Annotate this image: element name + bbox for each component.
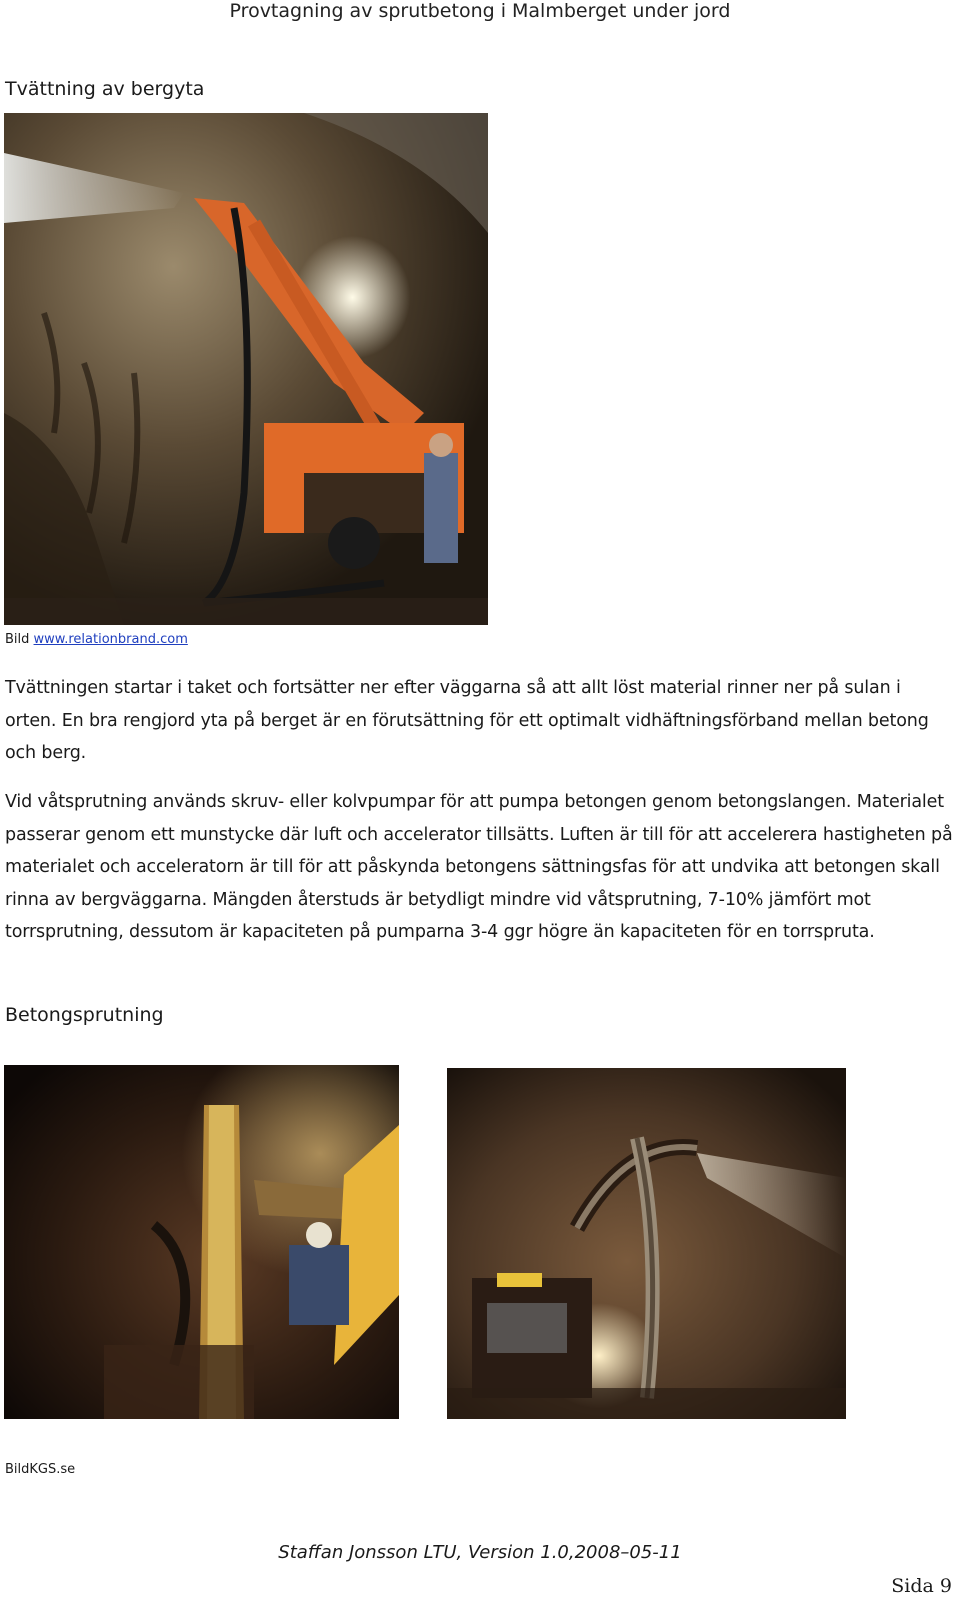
section-heading-washing: Tvättning av bergyta	[5, 78, 205, 100]
photo-caption-relationbrand	[5, 632, 188, 648]
page-header: Provtagning av sprutbetong i Malmberget under jord	[229, 0, 731, 22]
photo-rock-washing-image	[4, 113, 488, 625]
photo-spraying-rig-left-image	[4, 1065, 399, 1419]
photo-spraying-rig-left	[4, 1065, 399, 1419]
section-heading-spraying: Betongsprutning	[5, 1004, 164, 1026]
page-number: Sida 9	[891, 1575, 952, 1597]
photo-caption-kgs: BildKGS.se	[5, 1462, 76, 1477]
relationbrand-link[interactable]: www.relationbrand.com	[33, 632, 188, 647]
photo-rock-washing	[4, 113, 488, 625]
paragraph-wet-spraying: Vid våtsprutning används skruv- eller kolvpumpar för att pumpa betongen genom betongslangen. Materialet passerar genom ett munstycke där luft och accelerator tillsätts. Luften är till för att accelerera hastigheten på materialet och acceleratorn är till för att påskynda betongens sättningsfas för att undvika att betongen skall rinna av bergväggarna. Mängden återstuds är betydligt mindre vid våtsprutning, 7-10% jämfört mot torrsprutning, dessutom är kapaciteten på pumparna 3-4 ggr högre än kapaciteten för en torrspruta.	[5, 792, 953, 942]
paragraph-washing: Tvättningen startar i taket och fortsätter ner efter väggarna så att allt löst material rinner ner på sulan i orten. En bra rengjord yta på berget är en förutsättning för ett optimalt vidhäftningsförband mellan betong och berg.	[5, 678, 929, 763]
caption-prefix: Bild	[5, 632, 34, 647]
photo-spraying-nozzle-right	[447, 1068, 846, 1419]
footer-author: Staffan Jonsson LTU, Version 1.0,2008–05-11	[278, 1542, 682, 1563]
photo-spraying-nozzle-right-image	[447, 1068, 846, 1419]
